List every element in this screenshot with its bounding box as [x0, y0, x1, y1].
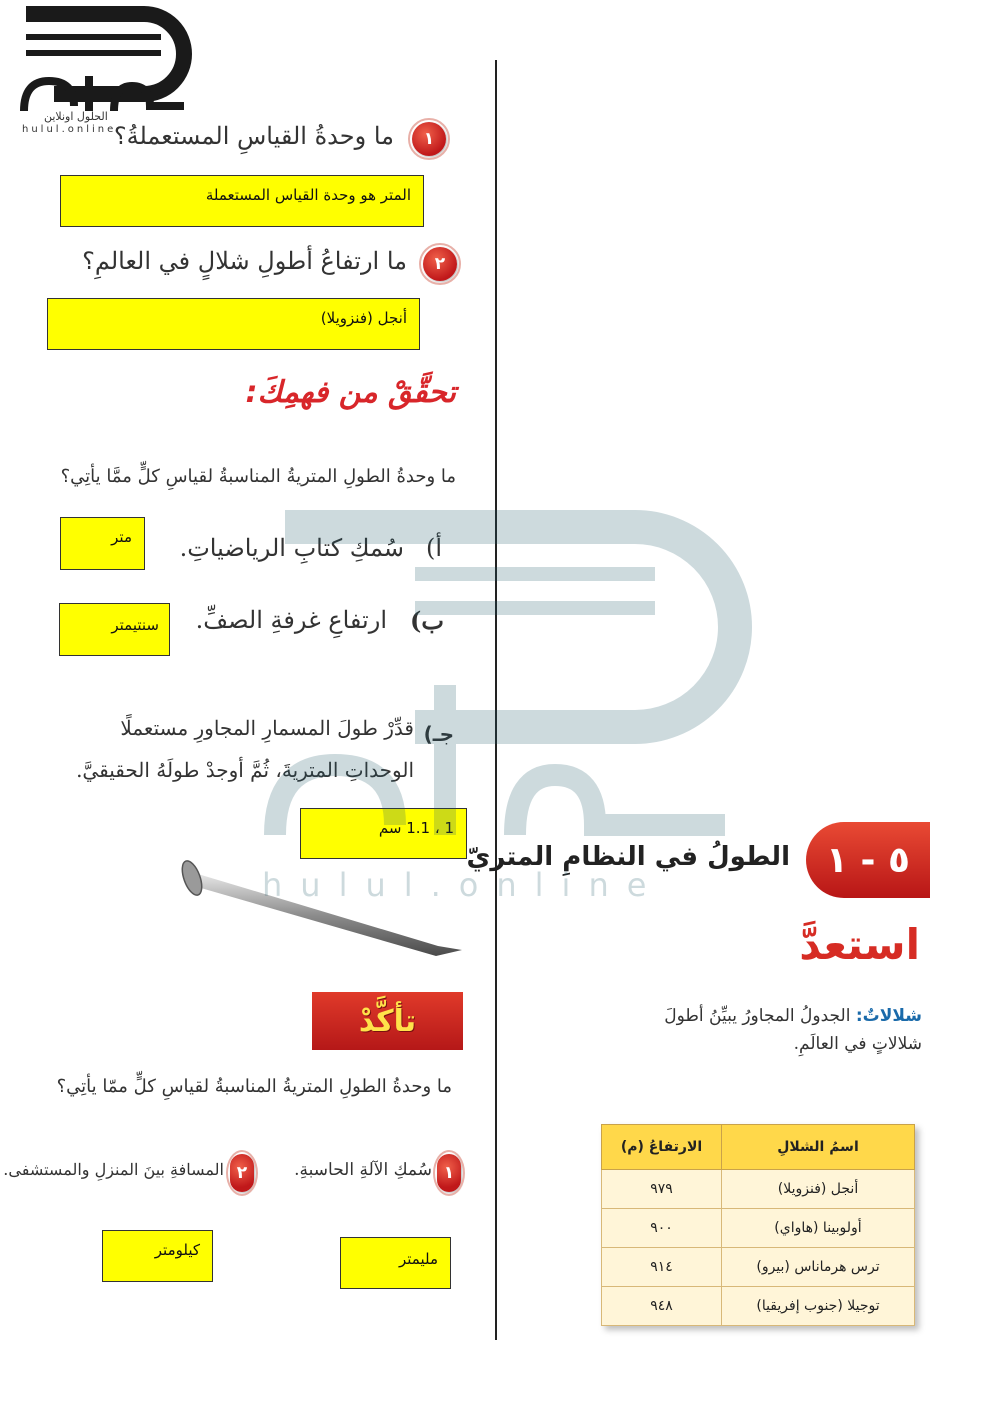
answer-a-text: متر — [111, 528, 132, 546]
ready-heading: استعدَّ — [799, 920, 920, 969]
row-1-name: أنجل (فنزويلا) — [722, 1170, 915, 1209]
confirm-heading: تأكَّدْ — [358, 1003, 417, 1039]
item-c-label: جـ) — [423, 722, 454, 746]
item-c-line1: قدِّرْ طولَ المسمارِ المجاورِ مستعملًا — [120, 716, 414, 740]
item-b-text: ارتفاعِ غرفةِ الصفِّ. — [195, 606, 387, 634]
row-1-height: ٩٧٩ — [602, 1170, 722, 1209]
table-row — [602, 1287, 915, 1326]
answer-1-box — [60, 175, 424, 227]
confirm-answer-1-text: مليمتر — [398, 1250, 438, 1268]
confirm-prompt: ما وحدةُ الطولِ المتريةُ المناسبةُ لقياسِ كلٍّ ممّا يأتِي؟ — [56, 1076, 452, 1097]
answer-c-text: 1 ، 1.1 سم — [378, 819, 454, 837]
column-divider — [495, 60, 497, 1340]
confirm-item-1-badge: ١ — [437, 1154, 461, 1192]
logo-subtitle: الحلول اونلاين — [44, 110, 108, 123]
intro-label: شلالاتٌ: — [855, 1006, 922, 1026]
question-2-badge: ٢ — [423, 247, 457, 281]
lesson-number: ٥ - ١ — [826, 839, 910, 881]
confirm-item-1-text: سُمكِ الآلةِ الحاسبةِ. — [294, 1160, 432, 1180]
item-b-label: ب) — [410, 606, 444, 635]
item-a-text: سُمكِ كتابِ الرياضياتِ. — [179, 534, 404, 562]
answer-b-box — [59, 603, 170, 656]
confirm-answer-2-text: كيلومتر — [154, 1241, 200, 1259]
answer-b-text: سنتيمتر — [111, 616, 159, 634]
table-row — [602, 1170, 915, 1209]
row-4-height: ٩٤٨ — [602, 1287, 722, 1326]
answer-1-text: المتر هو وحدة القياس المستعملة — [205, 186, 411, 204]
intro-line1: الجدولُ المجاورُ يبيِّنُ أطولَ — [664, 1006, 851, 1026]
item-a-label: أ) — [425, 534, 442, 562]
header-name: اسمُ الشلالِ — [722, 1125, 915, 1170]
question-2-text: ما ارتفاعُ أطولِ شلالٍ في العالمِ؟ — [82, 247, 407, 275]
answer-a-box — [60, 517, 145, 570]
logo-mark — [14, 6, 194, 116]
intro-line2: شلالاتٍ في العالَمِ. — [793, 1034, 922, 1054]
row-2-height: ٩٠٠ — [602, 1209, 722, 1248]
site-logo — [14, 6, 194, 136]
table-row — [602, 1248, 915, 1287]
row-3-name: ترس هرماناس (بيرو) — [722, 1248, 915, 1287]
row-2-name: أولوبينا (هاواي) — [722, 1209, 915, 1248]
header-height: الارتفاعُ (م) — [602, 1125, 722, 1170]
answer-2-text: أنجل (فنزويلا) — [320, 309, 407, 327]
table-row — [602, 1209, 915, 1248]
confirm-item-2-text: المسافةِ بينَ المنزلِ والمستشفى. — [3, 1160, 224, 1179]
logo-latin: hulul.online — [22, 124, 117, 135]
question-1-badge: ١ — [412, 122, 446, 156]
confirm-item-2-badge: ٢ — [230, 1154, 254, 1192]
confirm-heading-banner — [312, 992, 463, 1050]
lesson-title: الطولُ في النظامِ المتريّ — [466, 842, 790, 872]
waterfalls-table — [601, 1124, 915, 1326]
answer-2-box — [47, 298, 420, 350]
check-understanding-heading: تحقَّقْ من فهمِكَ: — [245, 375, 456, 410]
row-3-height: ٩١٤ — [602, 1248, 722, 1287]
intro-paragraph — [502, 1002, 922, 1058]
watermark-latin: hulul.online — [262, 866, 665, 904]
confirm-answer-1-box — [340, 1237, 451, 1289]
nail-image — [176, 852, 466, 962]
lesson-number-badge — [806, 822, 930, 898]
check-prompt: ما وحدةُ الطولِ المتريةُ المناسبةُ لقياسِ كلٍّ ممَّا يأتِي؟ — [60, 466, 456, 487]
question-1-text: ما وحدةُ القياسِ المستعملةُ؟ — [113, 122, 394, 150]
row-4-name: توجيلا (جنوب إفريقيا) — [722, 1287, 915, 1326]
table-header-row — [602, 1125, 915, 1170]
item-c-line2: الوحداتِ المتريةَ، ثُمَّ أوجدْ طولَهُ الحقيقيَّ. — [76, 758, 414, 782]
confirm-answer-2-box — [102, 1230, 213, 1282]
